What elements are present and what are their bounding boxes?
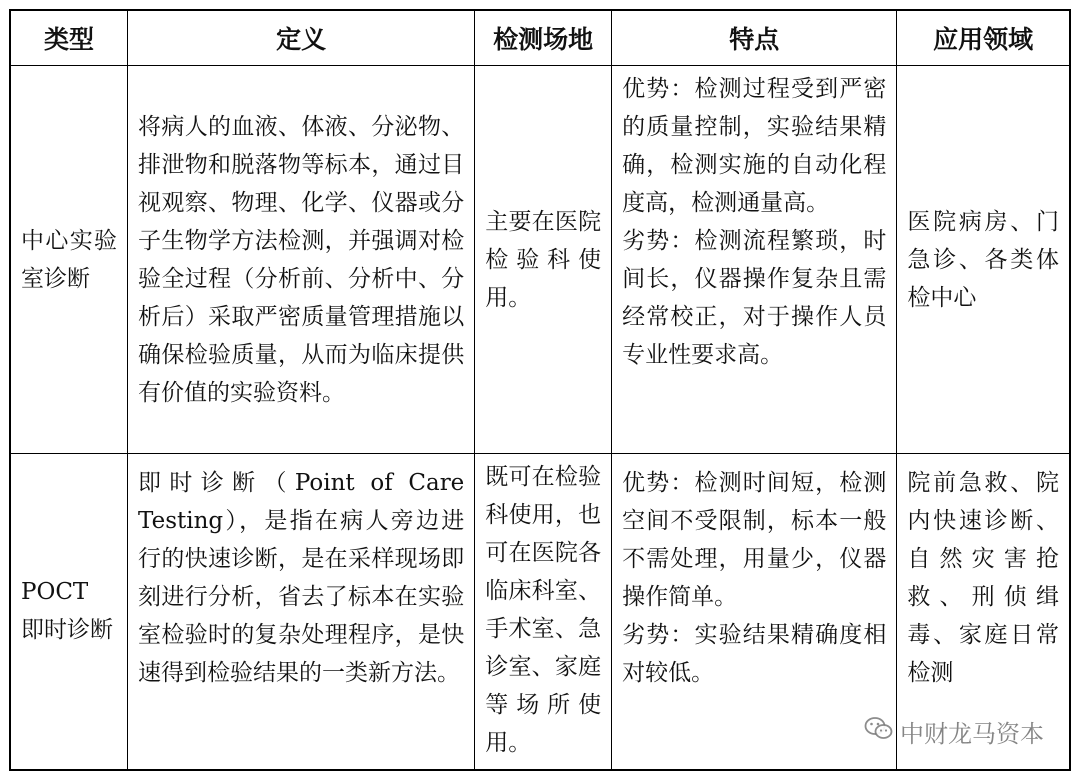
cell-site: 既可在检验科使用，也可在医院各临床科室、手术室、急诊室、家庭等场所使用。 (475, 454, 612, 770)
feature-disadvantage: 劣势：检测流程繁琐，时间长，仪器操作复杂且需经常校正，对于操作人员专业性要求高。 (622, 228, 887, 368)
cell-application: 医院病房、门急诊、各类体检中心 (897, 66, 1070, 454)
cell-features (612, 454, 897, 770)
wechat-icon (864, 716, 894, 748)
header-definition: 定义 (128, 10, 475, 66)
cell-type: 中心实验室诊断 (10, 66, 128, 454)
feature-advantage: 优势：检测时间短，检测空间不受限制，标本一般不需处理，用量少，仪器操作简单。 (622, 470, 887, 610)
cell-application: 院前急救、院内快速诊断、自然灾害抢救、刑侦缉毒、家庭日常检测 (897, 454, 1070, 770)
table-row (10, 66, 1070, 454)
header-type: 类型 (10, 10, 128, 66)
header-application: 应用领域 (897, 10, 1070, 66)
header-features: 特点 (612, 10, 897, 66)
watermark (864, 714, 1044, 749)
header-row (10, 10, 1070, 66)
header-site: 检测场地 (475, 10, 612, 66)
watermark-text: 中财龙马资本 (900, 720, 1044, 748)
feature-advantage: 优势：检测过程受到严密的质量控制，实验结果精确，检测实施的自动化程度高，检测通量高。 (622, 76, 887, 216)
feature-disadvantage: 劣势：实验结果精确度相对较低。 (622, 622, 887, 686)
cell-definition: 即时诊断（Point of Care Testing），是指在病人旁边进行的快速诊断，是在采样现场即刻进行分析，省去了标本在实验室检验时的复杂处理程序，是快速得到检验结果的一类新方法。 (128, 454, 475, 770)
cell-definition: 将病人的血液、体液、分泌物、排泄物和脱落物等标本，通过目视观察、物理、化学、仪器或分子生物学方法检测，并强调对检验全过程（分析前、分析中、分析后）采取严密质量管理措施以确保检验质量，从而为临床提供有价值的实验资料。 (128, 66, 475, 454)
cell-type: POCT 即时诊断 (10, 454, 128, 770)
comparison-table (9, 9, 1071, 771)
cell-site: 主要在医院检验科使用。 (475, 66, 612, 454)
cell-features (612, 66, 897, 454)
